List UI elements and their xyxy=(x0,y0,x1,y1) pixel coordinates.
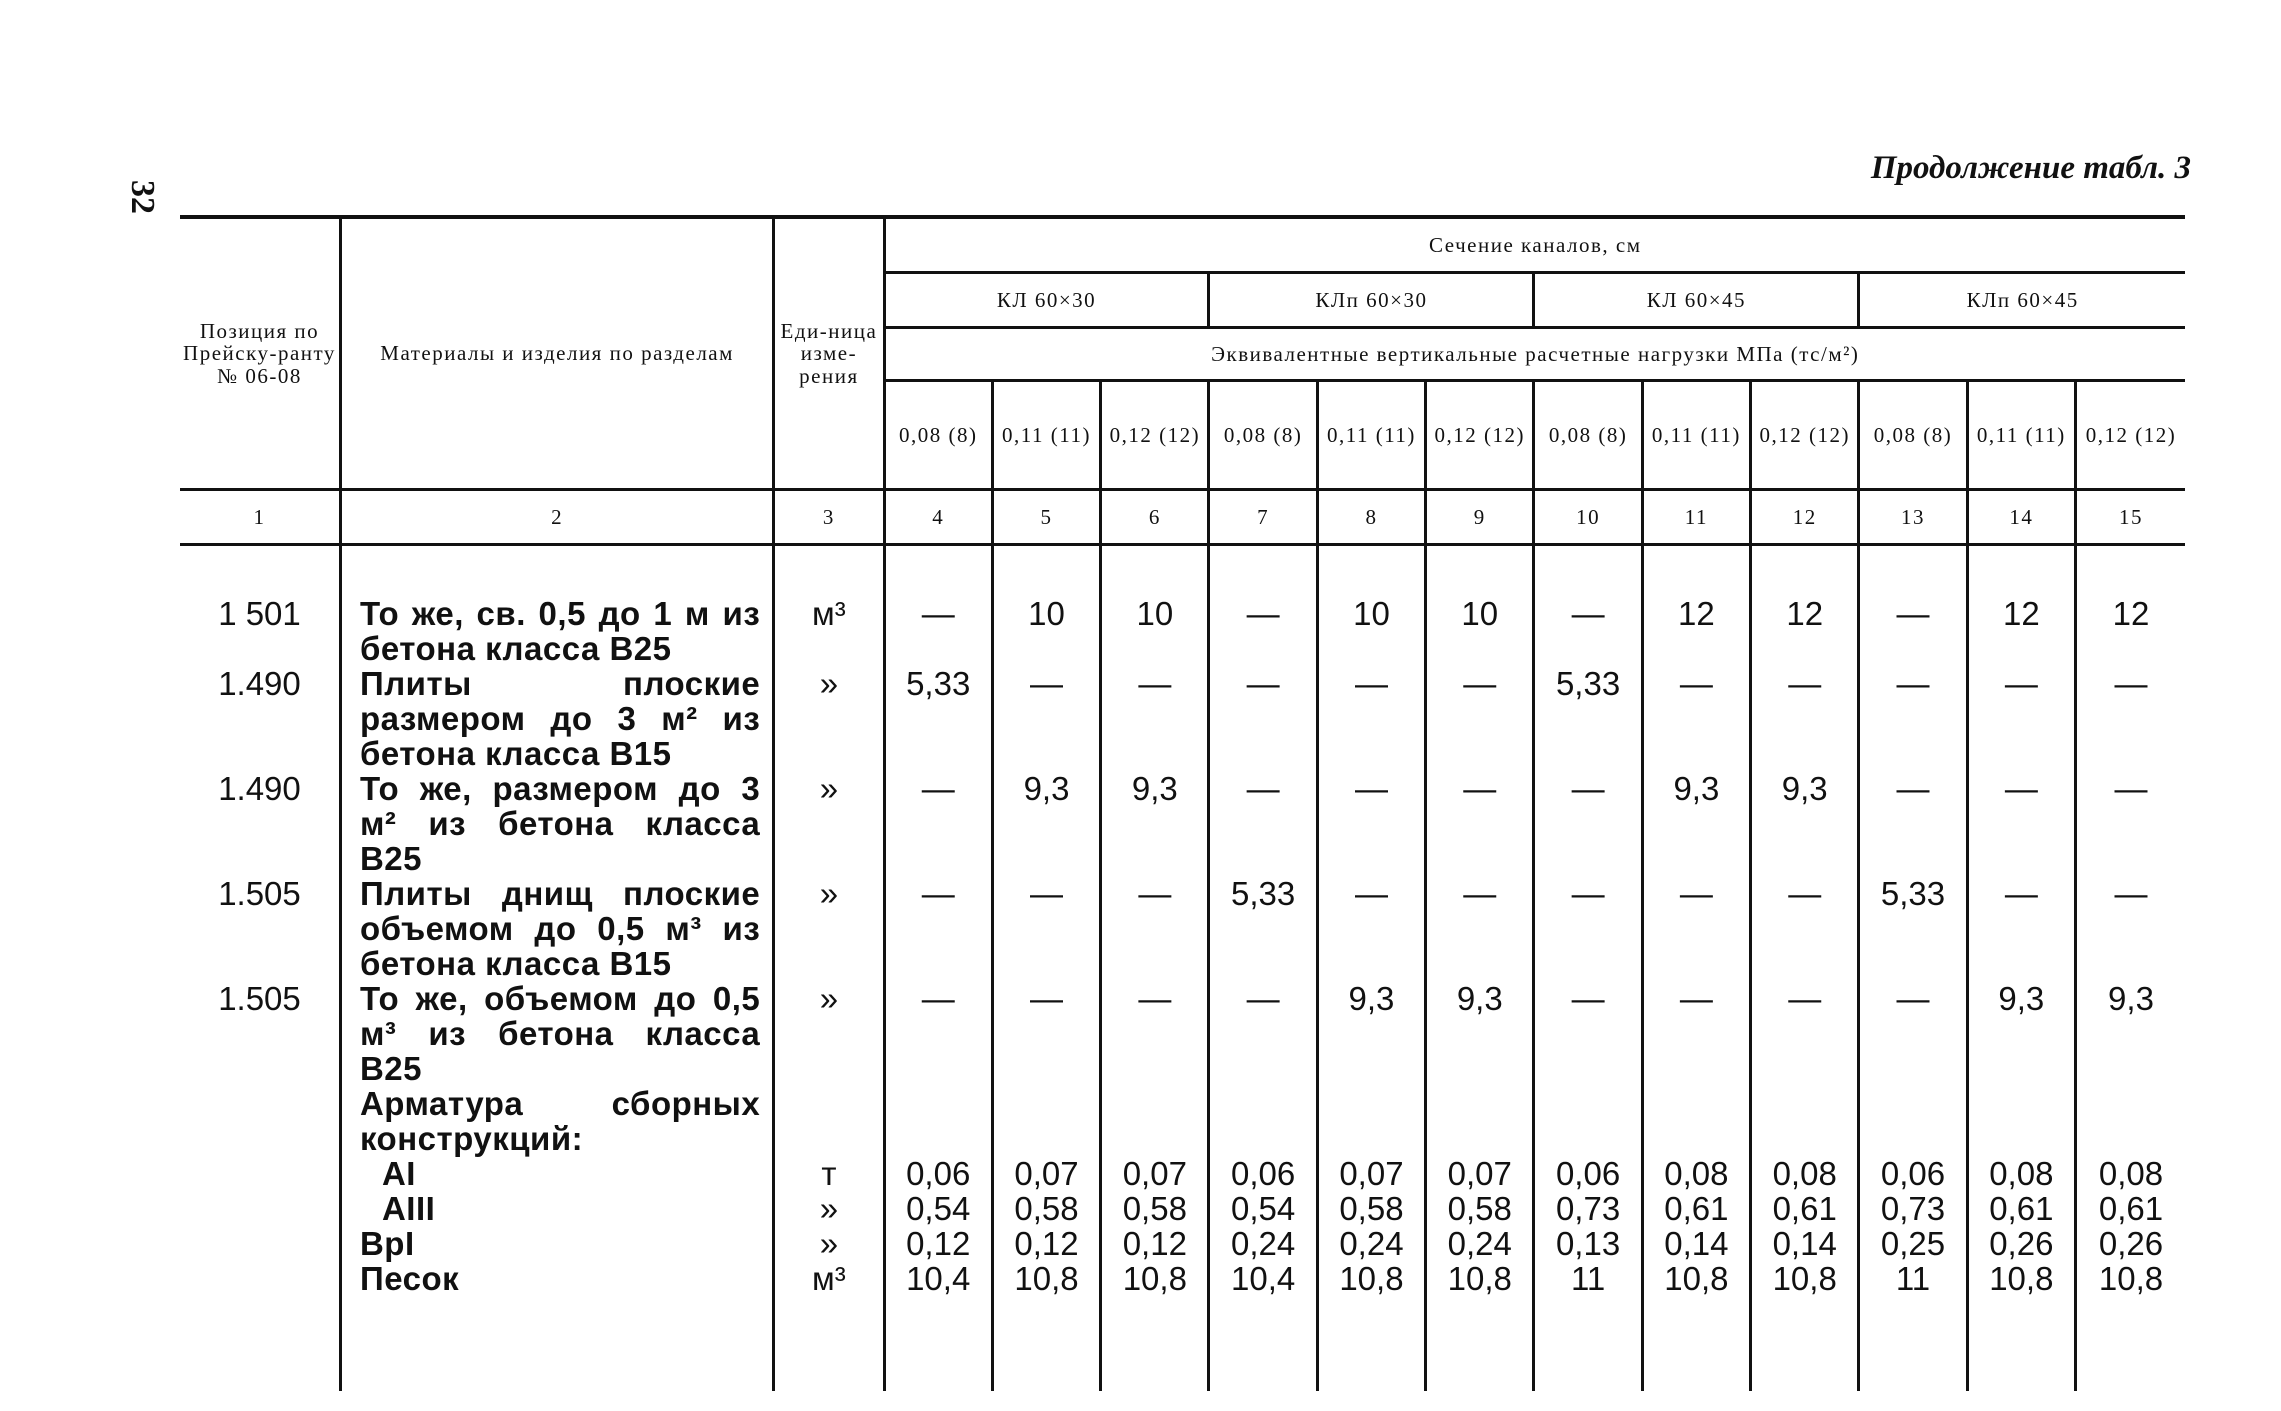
row-value: 5,33 xyxy=(1209,876,1317,981)
row-value: 9,3 xyxy=(1751,771,1859,876)
row-value: — xyxy=(1859,666,1967,771)
header-group: КЛ 60×45 xyxy=(1534,273,1859,328)
row-value: — xyxy=(1859,981,1967,1086)
row-value xyxy=(1426,1086,1534,1156)
header-materials: Материалы и изделия по разделам xyxy=(340,217,773,490)
row-value xyxy=(2075,1086,2185,1156)
header-column-number: 10 xyxy=(1534,490,1642,545)
row-value: — xyxy=(1209,771,1317,876)
header-group: КЛп 60×30 xyxy=(1209,273,1534,328)
row-value: — xyxy=(1859,771,1967,876)
table-row xyxy=(180,1156,2185,1191)
table-row xyxy=(180,1191,2185,1226)
row-position xyxy=(180,1156,340,1191)
row-value: 10,8 xyxy=(1317,1261,1425,1296)
row-value: — xyxy=(884,876,992,981)
row-value: 0,07 xyxy=(992,1156,1100,1191)
row-position xyxy=(180,1191,340,1226)
row-value: 9,3 xyxy=(1426,981,1534,1086)
header-load-value: 0,12 (12) xyxy=(1426,381,1534,490)
table-row xyxy=(180,596,2185,666)
row-value xyxy=(1209,1086,1317,1156)
row-value: — xyxy=(884,981,992,1086)
header-column-number: 9 xyxy=(1426,490,1534,545)
row-value: 0,61 xyxy=(2075,1191,2185,1226)
row-value: 10,8 xyxy=(1426,1261,1534,1296)
row-position xyxy=(180,1261,340,1296)
row-value: — xyxy=(2075,666,2185,771)
row-value: 0,58 xyxy=(1426,1191,1534,1226)
row-value: — xyxy=(2075,771,2185,876)
row-value: — xyxy=(1751,876,1859,981)
row-value: 10 xyxy=(1101,596,1209,666)
row-material: То же, объемом до 0,5 м³ из бетона класса В25 xyxy=(340,981,773,1086)
row-value: 0,73 xyxy=(1859,1191,1967,1226)
row-unit xyxy=(774,1086,884,1156)
row-value: 10,8 xyxy=(1642,1261,1750,1296)
row-value: 0,24 xyxy=(1317,1226,1425,1261)
row-material: Плиты плоские размером до 3 м² из бетона класса В15 xyxy=(340,666,773,771)
row-value: 10 xyxy=(992,596,1100,666)
row-value: — xyxy=(1101,981,1209,1086)
row-value: 0,25 xyxy=(1859,1226,1967,1261)
row-value: 0,08 xyxy=(1642,1156,1750,1191)
row-value: 0,08 xyxy=(1751,1156,1859,1191)
row-value: 10,8 xyxy=(1967,1261,2075,1296)
header-column-number: 5 xyxy=(992,490,1100,545)
row-value: — xyxy=(1967,771,2075,876)
row-value: 11 xyxy=(1859,1261,1967,1296)
row-value: — xyxy=(1209,596,1317,666)
row-value: — xyxy=(1426,876,1534,981)
row-value: — xyxy=(992,876,1100,981)
row-value: 12 xyxy=(2075,596,2185,666)
header-column-number: 7 xyxy=(1209,490,1317,545)
row-value: — xyxy=(1426,666,1534,771)
row-value: — xyxy=(1642,981,1750,1086)
row-value: — xyxy=(1317,771,1425,876)
row-value: — xyxy=(1209,981,1317,1086)
header-column-number: 2 xyxy=(340,490,773,545)
row-value: 0,58 xyxy=(1101,1191,1209,1226)
row-position: 1.490 xyxy=(218,665,301,702)
header-load-value: 0,12 (12) xyxy=(2075,381,2185,490)
row-value: — xyxy=(1317,666,1425,771)
row-unit: » xyxy=(774,981,884,1086)
row-unit: » xyxy=(774,1226,884,1261)
row-value: 0,06 xyxy=(1209,1156,1317,1191)
row-value: — xyxy=(1101,876,1209,981)
row-value: — xyxy=(1317,876,1425,981)
row-value: 0,07 xyxy=(1101,1156,1209,1191)
row-value: 0,08 xyxy=(1967,1156,2075,1191)
row-value: 0,61 xyxy=(1642,1191,1750,1226)
header-load-value: 0,08 (8) xyxy=(1859,381,1967,490)
row-position xyxy=(180,1226,340,1261)
row-value: 0,07 xyxy=(1426,1156,1534,1191)
row-value: 12 xyxy=(1967,596,2075,666)
row-value: 0,06 xyxy=(1534,1156,1642,1191)
header-column-number: 1 xyxy=(180,490,340,545)
row-value: — xyxy=(1967,876,2075,981)
row-unit: » xyxy=(774,666,884,771)
row-material: Плиты днищ плоские объемом до 0,5 м³ из бетона класса В15 xyxy=(340,876,773,981)
row-value xyxy=(1642,1086,1750,1156)
row-value: — xyxy=(1534,596,1642,666)
row-position xyxy=(180,1086,340,1156)
header-group: КЛ 60×30 xyxy=(884,273,1209,328)
row-value: 0,26 xyxy=(2075,1226,2185,1261)
row-value: 10,8 xyxy=(1101,1261,1209,1296)
row-value: 0,58 xyxy=(992,1191,1100,1226)
row-unit: т xyxy=(774,1156,884,1191)
header-unit: Еди-ница изме-рения xyxy=(774,217,884,490)
row-value: 5,33 xyxy=(884,666,992,771)
row-value: 0,73 xyxy=(1534,1191,1642,1226)
row-value: 0,06 xyxy=(1859,1156,1967,1191)
row-value: 0,12 xyxy=(1101,1226,1209,1261)
row-value: 0,26 xyxy=(1967,1226,2075,1261)
header-section: Сечение каналов, см xyxy=(884,217,2185,273)
row-material: Песок xyxy=(340,1261,773,1296)
row-value: 9,3 xyxy=(2075,981,2185,1086)
row-unit: » xyxy=(774,876,884,981)
row-value: — xyxy=(1534,981,1642,1086)
row-position: 1.505 xyxy=(218,875,301,912)
row-material: То же, размером до 3 м² из бетона класса В25 xyxy=(340,771,773,876)
header-position: Позиция по Прейску-ранту № 06-08 xyxy=(180,217,340,490)
header-column-number: 6 xyxy=(1101,490,1209,545)
row-value: 10,8 xyxy=(992,1261,1100,1296)
header-column-number: 8 xyxy=(1317,490,1425,545)
header-column-number: 14 xyxy=(1967,490,2075,545)
row-value xyxy=(1101,1086,1209,1156)
row-value: 0,58 xyxy=(1317,1191,1425,1226)
row-value: — xyxy=(992,981,1100,1086)
row-value: 10,4 xyxy=(884,1261,992,1296)
row-position: 1.490 xyxy=(218,770,301,807)
row-value: 11 xyxy=(1534,1261,1642,1296)
header-load-value: 0,12 (12) xyxy=(1101,381,1209,490)
row-value xyxy=(1317,1086,1425,1156)
header-group: КЛп 60×45 xyxy=(1859,273,2185,328)
row-value: 9,3 xyxy=(1317,981,1425,1086)
row-value: — xyxy=(1101,666,1209,771)
row-value xyxy=(1859,1086,1967,1156)
header-column-number: 15 xyxy=(2075,490,2185,545)
row-value: 0,24 xyxy=(1426,1226,1534,1261)
row-value: — xyxy=(2075,876,2185,981)
row-value: 0,12 xyxy=(992,1226,1100,1261)
row-value: 5,33 xyxy=(1534,666,1642,771)
table-row xyxy=(180,666,2185,771)
header-load-value: 0,12 (12) xyxy=(1751,381,1859,490)
row-value: 0,08 xyxy=(2075,1156,2185,1191)
header-column-number: 3 xyxy=(774,490,884,545)
page-number: 32 xyxy=(124,180,161,214)
row-value: 0,54 xyxy=(884,1191,992,1226)
row-value xyxy=(1967,1086,2075,1156)
row-value xyxy=(884,1086,992,1156)
row-value: 12 xyxy=(1751,596,1859,666)
row-value: 0,61 xyxy=(1967,1191,2075,1226)
row-value: — xyxy=(1859,596,1967,666)
table-row xyxy=(180,876,2185,981)
row-value xyxy=(1751,1086,1859,1156)
header-load-value: 0,08 (8) xyxy=(1534,381,1642,490)
table-row xyxy=(180,1226,2185,1261)
row-value: 10,8 xyxy=(2075,1261,2185,1296)
row-unit: » xyxy=(774,771,884,876)
row-material: То же, св. 0,5 до 1 м из бетона класса В25 xyxy=(340,596,773,666)
materials-table xyxy=(180,215,2185,1391)
continuation-title: Продолжение табл. 3 xyxy=(1870,150,2191,186)
row-value: 10,4 xyxy=(1209,1261,1317,1296)
row-value: — xyxy=(1751,666,1859,771)
header-loads: Эквивалентные вертикальные расчетные нагрузки МПа (тс/м²) xyxy=(884,328,2185,381)
row-position: 1.505 xyxy=(218,980,301,1017)
row-value: 0,07 xyxy=(1317,1156,1425,1191)
row-value: 0,61 xyxy=(1751,1191,1859,1226)
row-value: 10,8 xyxy=(1751,1261,1859,1296)
header-column-number: 11 xyxy=(1642,490,1750,545)
table-row xyxy=(180,1261,2185,1296)
row-value: 10 xyxy=(1426,596,1534,666)
header-column-number: 4 xyxy=(884,490,992,545)
header-load-value: 0,11 (11) xyxy=(1317,381,1425,490)
table-row xyxy=(180,771,2185,876)
table-row xyxy=(180,1086,2185,1156)
row-value: 0,24 xyxy=(1209,1226,1317,1261)
row-value: — xyxy=(1209,666,1317,771)
row-value: — xyxy=(1534,771,1642,876)
row-value: — xyxy=(1751,981,1859,1086)
header-load-value: 0,11 (11) xyxy=(1967,381,2075,490)
row-value: 0,54 xyxy=(1209,1191,1317,1226)
row-material: AIII xyxy=(340,1191,773,1226)
header-load-value: 0,08 (8) xyxy=(1209,381,1317,490)
row-value: 0,12 xyxy=(884,1226,992,1261)
row-material: ВрI xyxy=(340,1226,773,1261)
header-load-value: 0,11 (11) xyxy=(992,381,1100,490)
row-value: — xyxy=(884,596,992,666)
header-load-value: 0,08 (8) xyxy=(884,381,992,490)
row-value: 0,14 xyxy=(1642,1226,1750,1261)
row-value: 0,06 xyxy=(884,1156,992,1191)
row-value: — xyxy=(992,666,1100,771)
row-value: 10 xyxy=(1317,596,1425,666)
row-value: 5,33 xyxy=(1859,876,1967,981)
row-value: — xyxy=(1426,771,1534,876)
row-unit: » xyxy=(774,1191,884,1226)
row-value: 9,3 xyxy=(1101,771,1209,876)
row-unit: м³ xyxy=(774,596,884,666)
row-value: — xyxy=(1534,876,1642,981)
header-column-number: 13 xyxy=(1859,490,1967,545)
row-value xyxy=(1534,1086,1642,1156)
row-position: 1 501 xyxy=(218,595,301,632)
row-value: 9,3 xyxy=(992,771,1100,876)
row-unit: м³ xyxy=(774,1261,884,1296)
row-value: — xyxy=(1642,876,1750,981)
row-value: 0,14 xyxy=(1751,1226,1859,1261)
header-load-value: 0,11 (11) xyxy=(1642,381,1750,490)
row-value: 0,13 xyxy=(1534,1226,1642,1261)
header-column-number: 12 xyxy=(1751,490,1859,545)
table-row xyxy=(180,981,2185,1086)
row-value: 9,3 xyxy=(1642,771,1750,876)
row-value xyxy=(992,1086,1100,1156)
row-value: — xyxy=(884,771,992,876)
row-material: Арматура сборных конструкций: xyxy=(340,1086,773,1156)
row-value: — xyxy=(1967,666,2075,771)
row-value: 12 xyxy=(1642,596,1750,666)
row-value: — xyxy=(1642,666,1750,771)
row-value: 9,3 xyxy=(1967,981,2075,1086)
row-material: AI xyxy=(340,1156,773,1191)
